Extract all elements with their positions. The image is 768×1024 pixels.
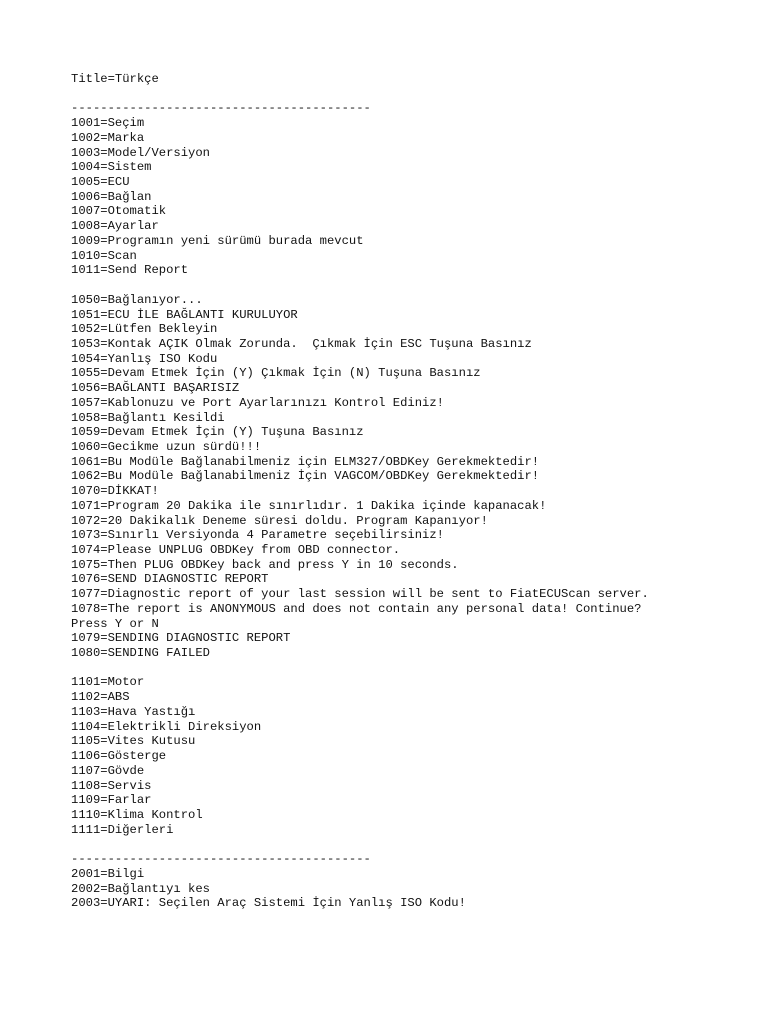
text-line: 1104=Elektrikli Direksiyon	[71, 719, 262, 734]
separator-line: -----------------------------------------	[71, 101, 371, 116]
text-line: 1053=Kontak AÇIK Olmak Zorunda. Çıkmak İçin ESC Tuşuna Basınız	[71, 336, 532, 351]
text-line: 1005=ECU	[71, 175, 130, 190]
text-line: 1003=Model/Versiyon	[71, 145, 210, 160]
text-line: 1007=Otomatik	[71, 204, 167, 219]
text-line: 1072=20 Dakikalık Deneme süresi doldu. Program Kapanıyor!	[71, 513, 488, 528]
text-line: 1101=Motor	[71, 675, 145, 690]
text-line: 2001=Bilgi	[71, 866, 145, 881]
text-line: 1052=Lütfen Bekleyin	[71, 322, 218, 337]
document-body	[71, 72, 761, 911]
text-line: 1001=Seçim	[71, 116, 145, 131]
text-line: 1004=Sistem	[71, 160, 152, 175]
text-line: 1110=Klima Kontrol	[71, 807, 203, 822]
text-line: Press Y or N	[71, 616, 159, 631]
text-line: 1009=Programın yeni sürümü burada mevcut	[71, 233, 364, 248]
text-line: 1070=DİKKAT!	[71, 484, 159, 499]
text-line: 1102=ABS	[71, 690, 130, 705]
text-line: 1105=Vites Kutusu	[71, 734, 196, 749]
text-line: 2003=UYARI: Seçilen Araç Sistemi İçin Yanlış ISO Kodu!	[71, 896, 466, 911]
text-line: 1055=Devam Etmek İçin (Y) Çıkmak İçin (N) Tuşuna Basınız	[71, 366, 481, 381]
text-line: 1077=Diagnostic report of your last session will be sent to FiatECUScan server.	[71, 587, 649, 602]
text-line: 2002=Bağlantıyı kes	[71, 881, 210, 896]
text-line: 1080=SENDING FAILED	[71, 646, 210, 661]
text-line: 1061=Bu Modüle Bağlanabilmeniz için ELM327/OBDKey Gerekmektedir!	[71, 454, 540, 469]
text-block	[71, 293, 761, 661]
text-line: 1011=Send Report	[71, 263, 189, 278]
text-line: 1054=Yanlış ISO Kodu	[71, 351, 218, 366]
text-block	[71, 72, 761, 87]
text-line: 1111=Diğerleri	[71, 822, 174, 837]
text-line: 1002=Marka	[71, 130, 145, 145]
text-line: 1010=Scan	[71, 248, 137, 263]
text-block	[71, 675, 761, 837]
text-line: 1071=Program 20 Dakika ile sınırlıdır. 1 Dakika içinde kapanacak!	[71, 498, 547, 513]
text-line: 1073=Sınırlı Versiyonda 4 Parametre seçebilirsiniz!	[71, 528, 444, 543]
text-line: 1079=SENDING DIAGNOSTIC REPORT	[71, 631, 291, 646]
text-line: 1074=Please UNPLUG OBDKey from OBD connector.	[71, 543, 401, 557]
text-line: 1062=Bu Modüle Bağlanabilmeniz İçin VAGCOM/OBDKey Gerekmektedir!	[71, 469, 540, 484]
text-line: 1059=Devam Etmek İçin (Y) Tuşuna Basınız	[71, 425, 364, 440]
text-line: 1108=Servis	[71, 778, 152, 793]
text-line: 1078=The report is ANONYMOUS and does not contain any personal data! Continue?	[71, 601, 642, 616]
text-line: 1057=Kablonuzu ve Port Ayarlarınızı Kontrol Ediniz!	[71, 395, 444, 410]
text-line: 1109=Farlar	[71, 793, 152, 808]
blank-line	[71, 837, 761, 852]
text-line: 1107=Gövde	[71, 763, 145, 778]
text-line: 1050=Bağlanıyor...	[71, 292, 203, 307]
text-line: 1006=Bağlan	[71, 189, 152, 204]
text-line: 1058=Bağlantı Kesildi	[71, 410, 225, 425]
text-line: 1075=Then PLUG OBDKey back and press Y in 10 seconds.	[71, 557, 459, 572]
separator-line: -----------------------------------------	[71, 852, 371, 867]
text-line: 1076=SEND DIAGNOSTIC REPORT	[71, 572, 269, 587]
text-line: 1008=Ayarlar	[71, 219, 159, 234]
text-line: 1056=BAĞLANTI BAŞARISIZ	[71, 381, 240, 396]
text-block	[71, 101, 761, 278]
text-block	[71, 852, 761, 911]
text-line: 1106=Gösterge	[71, 749, 167, 764]
text-line: Title=Türkçe	[71, 72, 159, 86]
blank-line	[71, 661, 761, 676]
text-line: 1051=ECU İLE BAĞLANTI KURULUYOR	[71, 307, 298, 322]
blank-line	[71, 87, 761, 102]
text-line: 1060=Gecikme uzun sürdü!!!	[71, 439, 262, 454]
text-line: 1103=Hava Yastığı	[71, 704, 196, 719]
blank-line	[71, 278, 761, 293]
